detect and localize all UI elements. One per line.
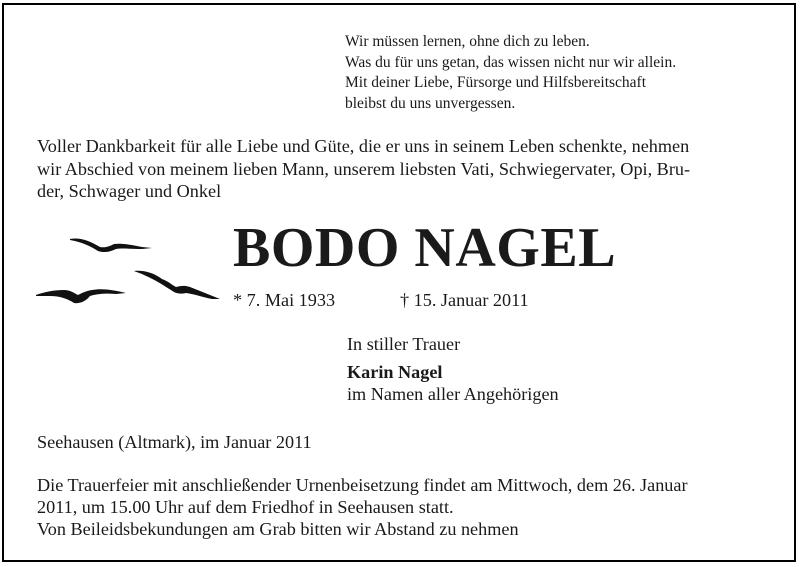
- life-dates: [233, 289, 529, 311]
- poem-line: Was du für uns getan, das wissen nicht nur wir allein.: [345, 53, 677, 71]
- deceased-name: BODO NAGEL: [233, 217, 617, 279]
- poem-line: Mit deiner Liebe, Fürsorge und Hilfsbereitschaft: [345, 74, 647, 91]
- intro-line: der, Schwager und Onkel: [37, 181, 222, 201]
- obituary-frame: [2, 3, 796, 562]
- bird-icon: [134, 271, 220, 299]
- notice-line: 2011, um 15.00 Uhr auf dem Friedhof in Seehausen statt.: [37, 497, 454, 517]
- notice-line: Von Beileidsbekundungen am Grab bitten wir Abstand zu nehmen: [37, 519, 519, 539]
- poem-line: bleibst du uns unvergessen.: [345, 94, 516, 112]
- mourners-block: [347, 333, 559, 405]
- flying-birds-icon: [34, 233, 234, 313]
- intro-line: Voller Dankbarkeit für alle Liebe und Güte, die er uns in seinem Leben schenkte, nehmen: [37, 136, 690, 156]
- poem-line: Wir müssen lernen, ohne dich zu leben.: [345, 33, 590, 50]
- notice-line: Die Trauerfeier mit anschließender Urnenbeisetzung findet am Mittwoch, dem 26. Januar: [37, 475, 688, 495]
- signer-name: Karin Nagel: [347, 362, 443, 382]
- birth-date: * 7. Mai 1933: [233, 290, 336, 310]
- funeral-notice: [37, 474, 782, 540]
- on-behalf-text: im Namen aller Angehörigen: [347, 384, 559, 404]
- intro-line: wir Abschied von meinem lieben Mann, unserem liebsten Vati, Schwiegervater, Opi, Bru-: [37, 158, 691, 179]
- intro-text: [37, 135, 777, 203]
- place-date: Seehausen (Altmark), im Januar 2011: [37, 432, 312, 452]
- mourning-intro: In stiller Trauer: [347, 334, 461, 354]
- bird-icon: [70, 238, 152, 252]
- bird-icon: [36, 289, 126, 303]
- death-date: † 15. Januar 2011: [400, 290, 529, 310]
- memorial-poem: [345, 32, 785, 114]
